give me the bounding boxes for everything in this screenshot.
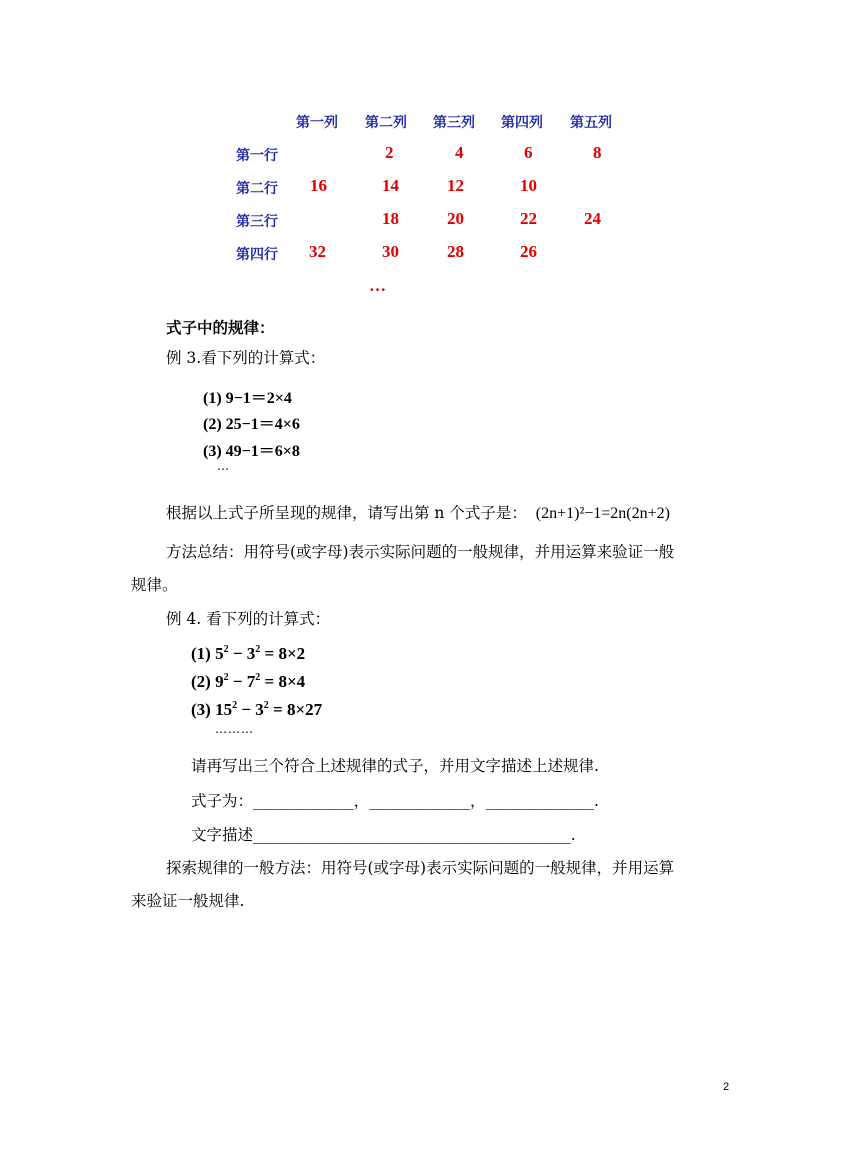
table-cell: 2 bbox=[385, 143, 394, 162]
table-cell: 18 bbox=[382, 209, 399, 228]
example4-intro: 例 4. 看下列的计算式： bbox=[166, 610, 331, 628]
table-cell: 28 bbox=[447, 242, 464, 261]
example4-equation-1: (1) $5^2 - 3^2 = 8\times 2$ bbox=[191, 644, 306, 663]
table-cell: 30 bbox=[382, 242, 399, 261]
col-header-3: 第三列 bbox=[433, 115, 475, 131]
example3-answer-formula: (2n+1)²−1=2n(2n+2) bbox=[535, 505, 670, 522]
table-ellipsis: … bbox=[369, 276, 386, 295]
example3-equation-2: (2) 25−1＝4×6 bbox=[203, 416, 300, 433]
example3-intro: 例 3.看下列的计算式： bbox=[166, 349, 326, 367]
table-cell: 4 bbox=[455, 143, 464, 162]
general-method-line2: 来验证一般规律. bbox=[131, 892, 245, 910]
table-cell: 20 bbox=[447, 209, 464, 228]
table-cell: 10 bbox=[520, 176, 537, 195]
row-label-3: 第三行 bbox=[236, 214, 278, 230]
example4-ellipsis: ……… bbox=[215, 722, 254, 736]
table-cell: 16 bbox=[310, 176, 327, 195]
method-summary-line1: 方法总结：用符号(或字母)表示实际问题的一般规律，并用运算来验证一般 bbox=[166, 543, 675, 561]
col-header-4: 第四列 bbox=[501, 115, 543, 131]
method-summary-line2: 规律。 bbox=[131, 576, 178, 594]
example4-equation-3: (3) $15^2 - 3^2 = 8\times 27$ bbox=[191, 700, 323, 719]
table-cell: 8 bbox=[593, 143, 602, 162]
col-header-2: 第二列 bbox=[365, 115, 407, 131]
col-header-1: 第一列 bbox=[296, 115, 338, 131]
general-method-line1: 探索规律的一般方法：用符号(或字母)表示实际问题的一般规律，并用运算 bbox=[166, 859, 675, 877]
page-number: 2 bbox=[723, 1081, 730, 1093]
example3-question bbox=[166, 501, 670, 523]
table-cell: 32 bbox=[309, 242, 326, 261]
table-cell: 24 bbox=[584, 209, 601, 228]
table-cell: 6 bbox=[524, 143, 533, 162]
example3-question-text: 根据以上式子所呈现的规律，请写出第 n 个式子是： bbox=[166, 504, 527, 522]
section-title: 式子中的规律： bbox=[166, 318, 275, 337]
example4-task: 请再写出三个符合上述规律的式子，并用文字描述上述规律. bbox=[191, 757, 599, 775]
example4-equation-2: (2) $9^2 - 7^2 = 8\times 4$ bbox=[191, 672, 306, 691]
col-header-5: 第五列 bbox=[570, 115, 612, 131]
table-cell: 14 bbox=[382, 176, 399, 195]
row-label-4: 第四行 bbox=[236, 247, 278, 263]
row-label-1: 第一行 bbox=[236, 148, 278, 164]
example4-formula-blanks: 式子为：_____________，_____________，______________. bbox=[191, 792, 599, 810]
example3-equation-1: (1) 9−1＝2×4 bbox=[203, 390, 292, 407]
example4-description-blank: 文字描述_________________________________________. bbox=[191, 826, 576, 844]
table-cell: 26 bbox=[520, 242, 537, 261]
example3-ellipsis: … bbox=[217, 459, 229, 473]
row-label-2: 第二行 bbox=[236, 181, 278, 197]
table-cell: 22 bbox=[520, 209, 537, 228]
example3-equation-3: (3) 49−1＝6×8 bbox=[203, 443, 300, 460]
table-cell: 12 bbox=[447, 176, 464, 195]
